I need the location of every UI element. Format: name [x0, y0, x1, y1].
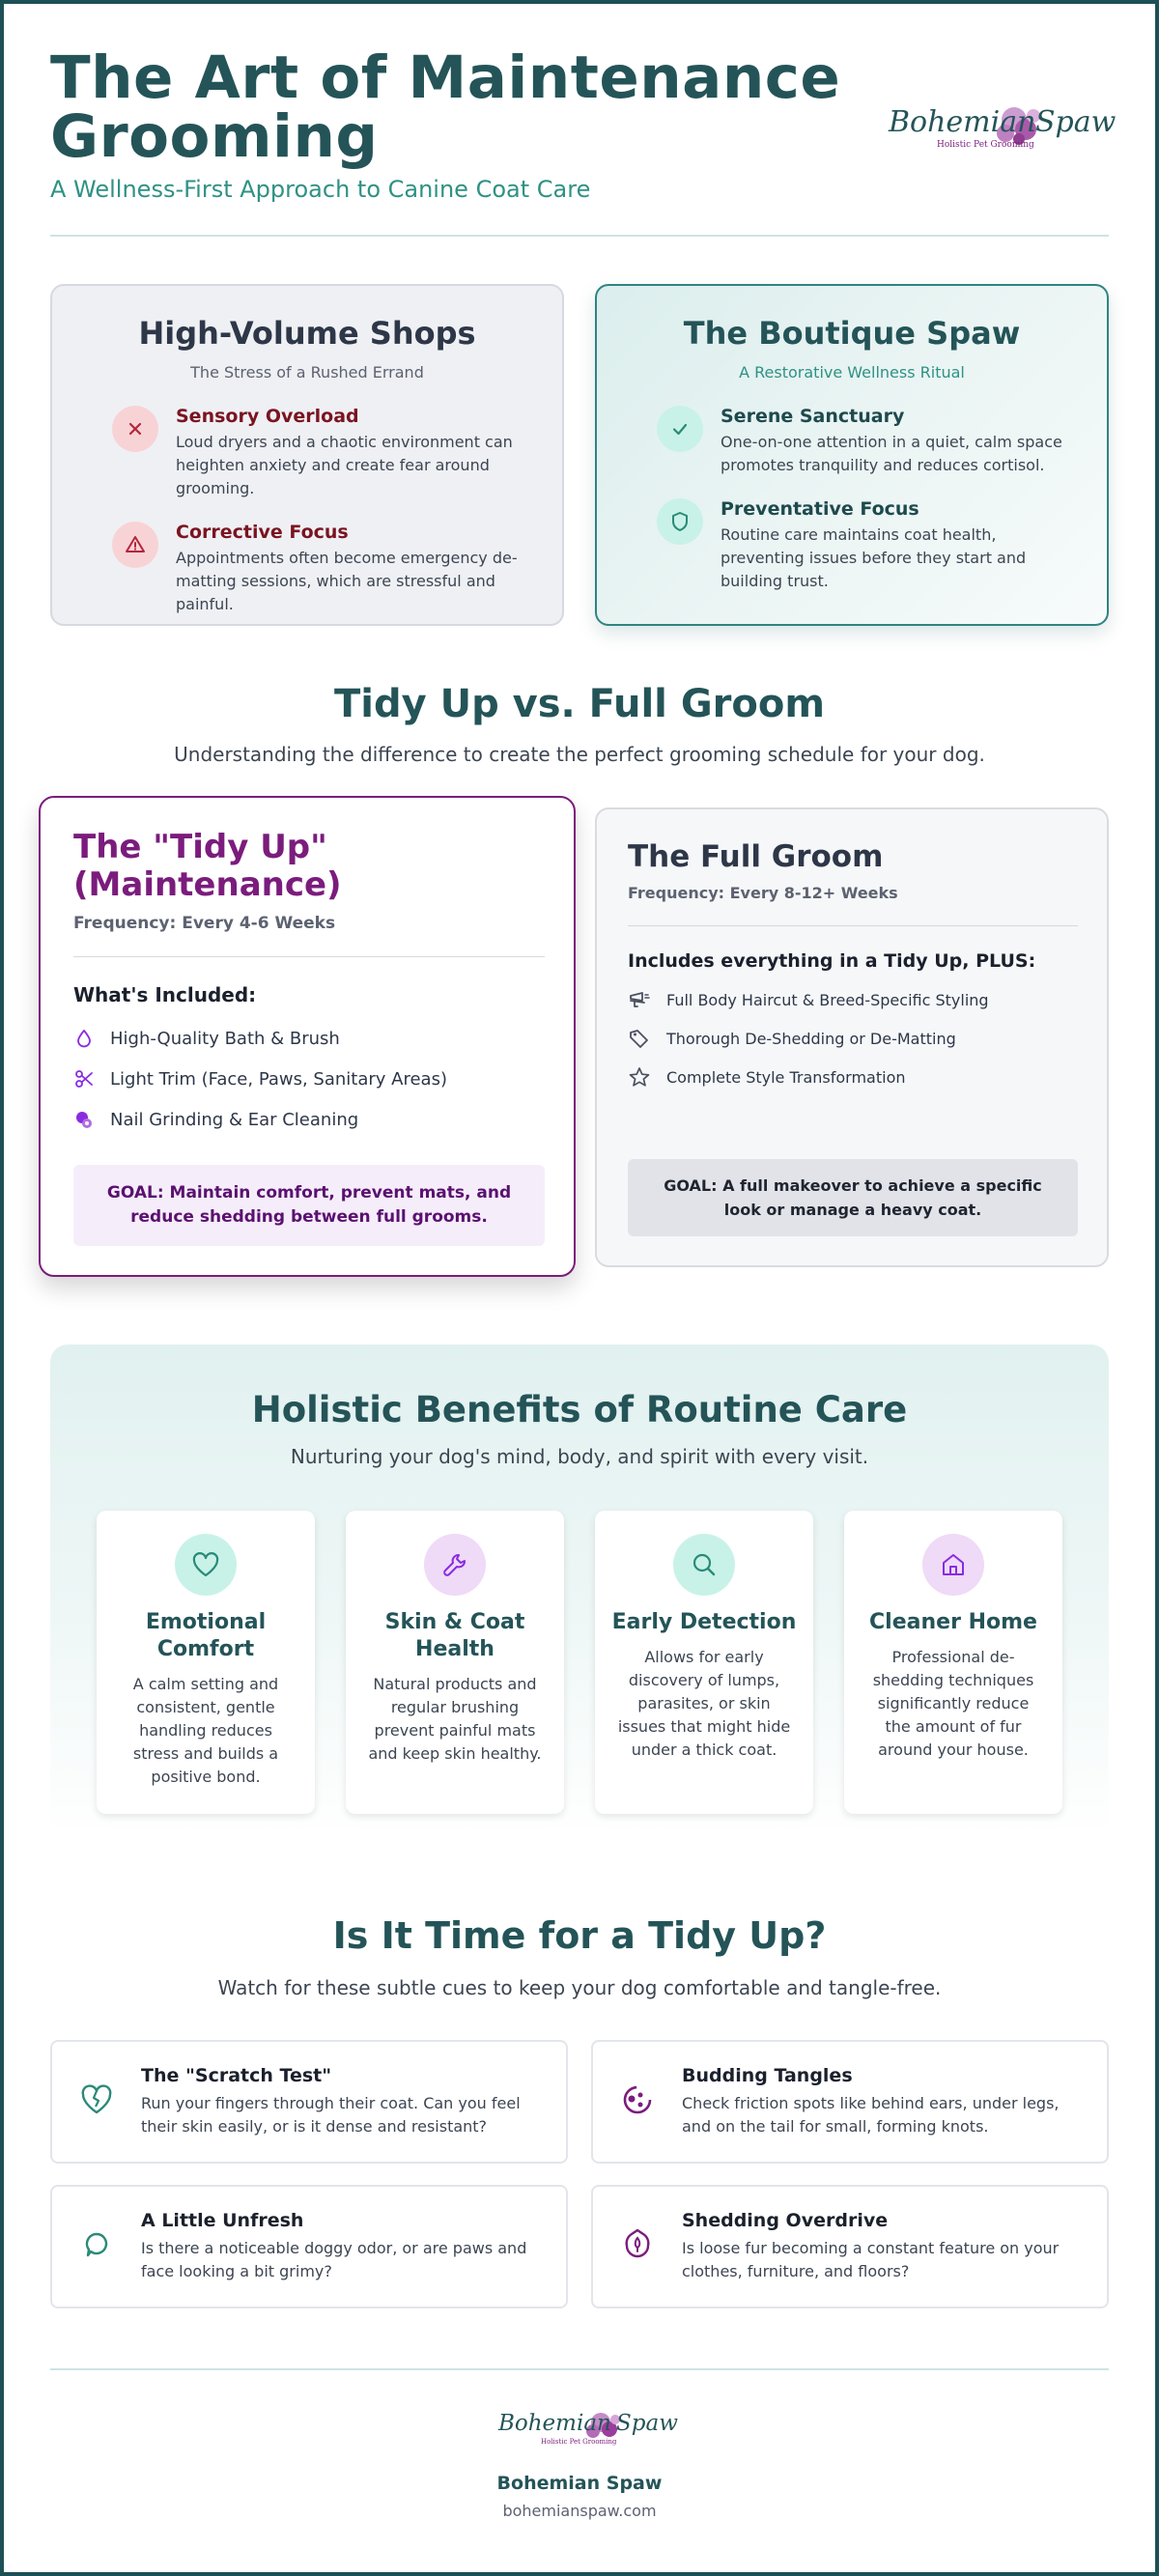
full-frequency: Frequency: Every 8-12+ Weeks	[628, 884, 898, 902]
included-heading: Includes everything in a Tidy Up, PLUS:	[628, 950, 1036, 972]
cue-text: Is there a noticeable doggy odor, or are paws and face looking a bit grimy?	[141, 2239, 527, 2280]
tag-icon	[628, 1028, 651, 1049]
shield-icon	[657, 498, 703, 545]
included-item	[73, 1107, 358, 1132]
brand-logo	[879, 91, 1117, 168]
benefit-title: Emotional Comfort	[145, 1610, 267, 1661]
page-header	[50, 43, 1117, 237]
divider	[628, 925, 1078, 926]
benefit-title: Cleaner Home	[869, 1610, 1037, 1634]
grinder-icon	[73, 1109, 95, 1130]
benefit-card-skin-coat	[346, 1511, 564, 1814]
card-title: High-Volume Shops	[138, 315, 476, 352]
tidy-goal-box: GOAL: Maintain comfort, prevent mats, and reduce shedding between full grooms.	[73, 1165, 545, 1246]
included-item	[73, 1066, 447, 1091]
divider	[73, 956, 545, 957]
cue-card-scratch-test	[50, 2040, 568, 2164]
shedding-icon	[618, 2225, 657, 2264]
wrench-icon	[424, 1534, 486, 1596]
svg-text:Holistic Pet Grooming: Holistic Pet Grooming	[541, 2438, 617, 2446]
point-sensory-overload	[83, 406, 537, 500]
heart-icon	[175, 1534, 237, 1596]
item-label: Light Trim (Face, Paws, Sanitary Areas)	[110, 1068, 447, 1090]
item-label: Full Body Haircut & Breed-Specific Styling	[666, 990, 989, 1009]
page-title: The Art of Maintenance Grooming	[50, 43, 841, 171]
point-text: One-on-one attention in a quiet, calm space promotes tranquility and reduces cortisol.	[721, 433, 1062, 474]
droplet-icon	[73, 1028, 95, 1049]
svg-text:Spaw: Spaw	[1035, 105, 1117, 139]
cue-card-shedding-overdrive	[591, 2185, 1109, 2308]
high-volume-shops-card	[50, 284, 564, 626]
tidy-frequency: Frequency: Every 4-6 Weeks	[73, 914, 336, 933]
cue-card-a-little-unfresh	[50, 2185, 568, 2308]
x-icon	[112, 406, 158, 452]
benefit-card-emotional-comfort	[97, 1511, 315, 1814]
cue-title: Budding Tangles	[682, 2065, 853, 2086]
card-subtitle: A Restorative Wellness Ritual	[739, 363, 965, 382]
benefit-title: Early Detection	[611, 1610, 797, 1634]
cue-text: Is loose fur becoming a constant feature on your clothes, furniture, and floors?	[682, 2239, 1060, 2280]
benefit-card-early-detection	[595, 1511, 813, 1814]
included-item	[628, 1064, 906, 1090]
benefit-text: Professional de-shedding techniques significantly reduce the amount of fur around your house.	[872, 1648, 1034, 1759]
page-subtitle: A Wellness-First Approach to Canine Coat Care	[50, 176, 591, 203]
point-text: Loud dryers and a chaotic environment can heighten anxiety and create fear around grooming.	[176, 433, 513, 497]
full-groom-card	[595, 807, 1109, 1267]
point-corrective-focus	[83, 522, 537, 616]
point-text: Routine care maintains coat health, preventing issues before they start and building trust.	[721, 525, 1027, 590]
benefit-text: A calm setting and consistent, gentle handling reduces stress and builds a positive bond.	[132, 1675, 279, 1786]
included-heading: What's Included:	[73, 983, 257, 1006]
point-title: Serene Sanctuary	[721, 406, 905, 427]
cue-title: The "Scratch Test"	[141, 2065, 332, 2086]
cue-title: A Little Unfresh	[141, 2210, 304, 2231]
point-serene-sanctuary	[628, 406, 1082, 477]
benefit-title: Skin & Coat Health	[384, 1610, 525, 1661]
benefits-section	[50, 1345, 1109, 1837]
benefit-card-cleaner-home	[844, 1511, 1062, 1814]
boutique-spaw-card	[595, 284, 1109, 626]
check-icon	[657, 406, 703, 452]
header-divider	[50, 235, 1109, 237]
magnifier-icon	[673, 1534, 735, 1596]
cue-title: Shedding Overdrive	[682, 2210, 889, 2231]
point-title: Corrective Focus	[176, 522, 349, 543]
item-label: Complete Style Transformation	[666, 1067, 906, 1087]
point-title: Sensory Overload	[176, 406, 359, 427]
card-title: The Boutique Spaw	[683, 315, 1021, 352]
benefit-text: Allows for early discovery of lumps, parasites, or skin issues that might hide under a thick coat.	[617, 1648, 791, 1759]
cue-card-budding-tangles	[591, 2040, 1109, 2164]
section-subheading: Understanding the difference to create the perfect grooming schedule for your dog.	[174, 743, 985, 766]
item-label: Thorough De-Shedding or De-Matting	[666, 1029, 956, 1048]
footer-divider	[50, 2368, 1109, 2370]
card-subtitle: The Stress of a Rushed Errand	[190, 363, 424, 382]
point-preventative-focus	[628, 498, 1082, 593]
scissors-icon	[73, 1068, 95, 1090]
benefits-subheading: Nurturing your dog's mind, body, and spirit with every visit.	[290, 1445, 869, 1468]
benefit-text: Natural products and regular brushing prevent painful mats and keep skin healthy.	[368, 1675, 542, 1763]
hair-dryer-icon	[628, 989, 651, 1010]
included-item	[73, 1026, 340, 1051]
cue-text: Check friction spots like behind ears, under legs, and on the tail for small, forming knots.	[682, 2094, 1060, 2136]
heart-crack-icon	[77, 2081, 116, 2119]
home-icon	[922, 1534, 984, 1596]
footer-logo	[493, 2397, 678, 2457]
svg-text:Holistic Pet Grooming: Holistic Pet Grooming	[937, 140, 1034, 150]
section-heading: Tidy Up vs. Full Groom	[333, 682, 826, 726]
point-title: Preventative Focus	[721, 498, 919, 520]
knot-icon	[618, 2081, 657, 2119]
included-item	[628, 987, 989, 1012]
speech-bubble-icon	[77, 2225, 116, 2264]
full-title: The Full Groom	[628, 839, 884, 874]
item-label: Nail Grinding & Ear Cleaning	[110, 1109, 359, 1130]
tidy-title-line1: The "Tidy Up"	[73, 828, 327, 866]
cues-subheading: Watch for these subtle cues to keep your dog comfortable and tangle-free.	[217, 1976, 942, 1999]
footer-brand-name: Bohemian Spaw	[496, 2473, 663, 2494]
svg-text:Bohemian: Bohemian	[498, 2411, 611, 2436]
cue-text: Run your fingers through their coat. Can you feel their skin easily, or is it dense and resistant?	[141, 2094, 521, 2136]
full-goal-box: GOAL: A full makeover to achieve a specific look or manage a heavy coat.	[628, 1159, 1078, 1236]
item-label: High-Quality Bath & Brush	[110, 1028, 340, 1049]
included-item	[628, 1026, 956, 1051]
star-icon	[628, 1066, 651, 1088]
benefits-heading: Holistic Benefits of Routine Care	[251, 1389, 908, 1430]
tidy-up-card	[39, 796, 576, 1277]
cues-heading: Is It Time for a Tidy Up?	[332, 1914, 827, 1957]
tidy-title-line2: (Maintenance)	[73, 865, 342, 904]
footer-website-link[interactable]: bohemianspaw.com	[502, 2502, 657, 2520]
warning-icon	[112, 522, 158, 568]
svg-text:Bohemian: Bohemian	[889, 105, 1036, 139]
svg-text:Spaw: Spaw	[616, 2411, 678, 2436]
point-text: Appointments often become emergency de-matting sessions, which are stressful and painful.	[176, 549, 518, 613]
